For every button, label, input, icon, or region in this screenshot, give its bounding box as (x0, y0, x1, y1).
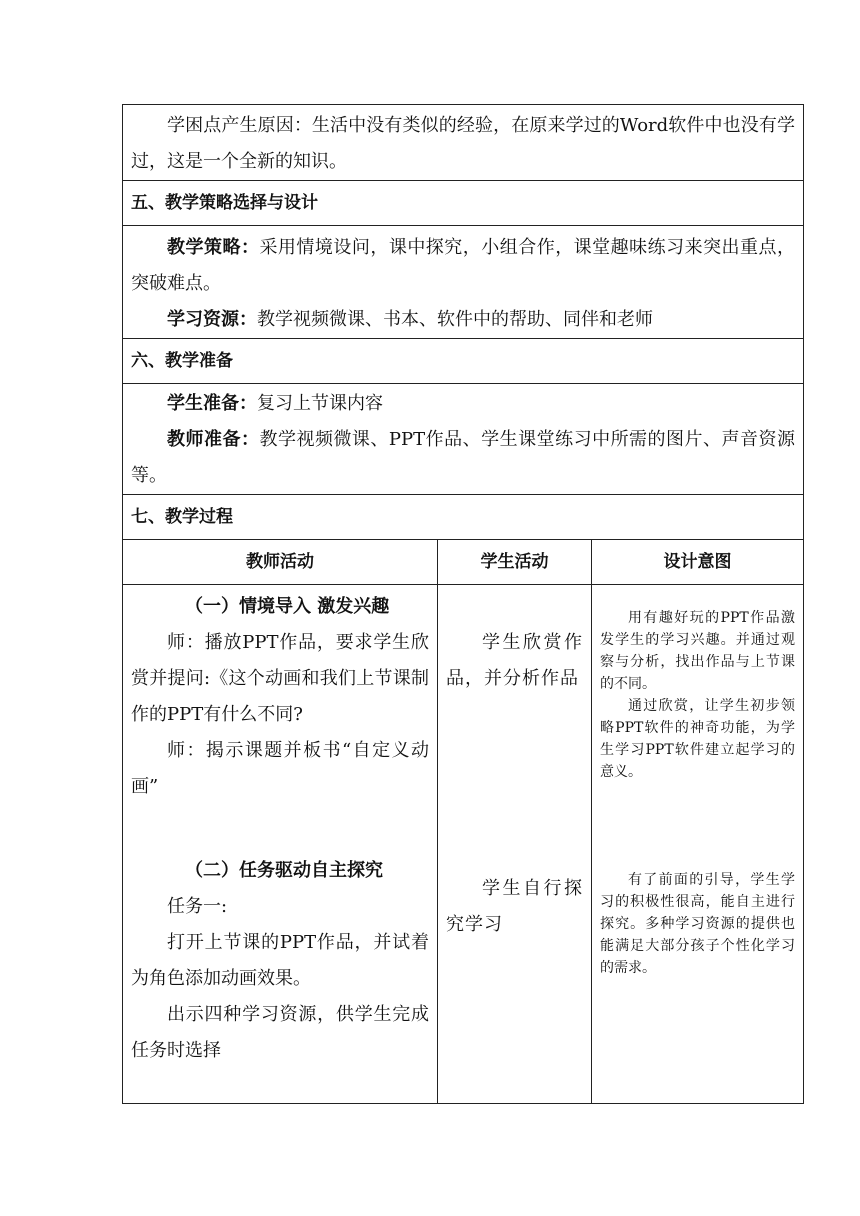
teacher-prep-label: 教师准备： (167, 429, 260, 450)
part1-intent (592, 585, 803, 849)
section-5-body-row (123, 226, 804, 339)
lesson-plan-table-wrapper (122, 104, 803, 1104)
resources-text: 教学视频微课、书本、软件中的帮助、同伴和老师 (257, 309, 653, 330)
student-prep-paragraph (123, 386, 803, 422)
student-activity-cell (438, 585, 592, 1104)
process-column-header-row (123, 540, 804, 585)
student-prep-text: 复习上节课内容 (257, 393, 383, 414)
section-7-title: 七、教学过程 (123, 495, 804, 540)
difficulty-cause-text: 学困点产生原因：生活中没有类似的经验，在原来学过的Word软件中也没有学过，这是一个全新的知识。 (131, 115, 795, 172)
strategy-label: 教学策略： (167, 237, 260, 258)
part2-heading: （二）任务驱动自主探究 (185, 860, 383, 881)
part1-heading: （一）情境导入 激发兴趣 (185, 596, 390, 617)
part1-teacher-text-1: 师：播放PPT作品，要求学生欣赏并提问:《这个动画和我们上节课制作的PPT有什么不同? (131, 632, 429, 725)
part1-student (438, 585, 591, 849)
part2-student-text: 学生自行探究学习 (446, 878, 583, 935)
part2-teacher-text-2: 打开上节课的PPT作品，并试着为角色添加动画效果。 (131, 932, 429, 989)
col-teacher-activity: 教师活动 (123, 540, 438, 585)
part1-intent-text-1: 用有趣好玩的PPT作品激发学生的学习兴趣。并通过观察与分析，找出作品与上节课的不同。 (600, 610, 795, 692)
section-5-title: 五、教学策略选择与设计 (123, 181, 804, 226)
resources-label: 学习资源： (167, 309, 257, 330)
teacher-activity-cell (123, 585, 438, 1104)
part2-student (438, 849, 591, 943)
lesson-plan-table (122, 104, 804, 1104)
strategy-paragraph (123, 230, 803, 302)
col-student-activity: 学生活动 (438, 540, 592, 585)
teacher-prep-paragraph (123, 422, 803, 494)
section-7-header-row (123, 495, 804, 540)
col-design-intent: 设计意图 (592, 540, 804, 585)
resources-paragraph (123, 302, 803, 338)
teacher-prep-text: 教学视频微课、PPT作品、学生课堂练习中所需的图片、声音资源等。 (131, 429, 795, 486)
part2-intent-text: 有了前面的引导，学生学习的积极性很高，能自主进行探究。多种学习资源的提供也能满足大部分孩子个性化学习的需求。 (600, 872, 795, 976)
section-6-body-row (123, 384, 804, 495)
section-5-header-row (123, 181, 804, 226)
part1-teacher-text-2: 师：揭示课题并板书“自定义动画” (131, 740, 429, 797)
strategy-text: 采用情境设问，课中探究，小组合作，课堂趣味练习来突出重点，突破难点。 (131, 237, 796, 294)
process-body-row (123, 585, 804, 1104)
part2-intent (592, 849, 803, 979)
part1-student-text: 学生欣赏作品，并分析作品 (446, 632, 583, 689)
section-6-title: 六、教学准备 (123, 339, 804, 384)
part2-teacher-text-3: 出示四种学习资源，供学生完成任务时选择 (131, 1004, 429, 1061)
part2-teacher (123, 853, 437, 1069)
part2-teacher-text-1: 任务一: (167, 896, 228, 917)
student-prep-label: 学生准备： (167, 393, 257, 414)
difficulty-cause-row (123, 105, 804, 181)
part1-intent-text-2: 通过欣赏，让学生初步领略PPT软件的神奇功能，为学生学习PPT软件建立起学习的意义。 (600, 698, 795, 780)
design-intent-cell (592, 585, 804, 1104)
section-6-header-row (123, 339, 804, 384)
part1-teacher (123, 589, 437, 853)
